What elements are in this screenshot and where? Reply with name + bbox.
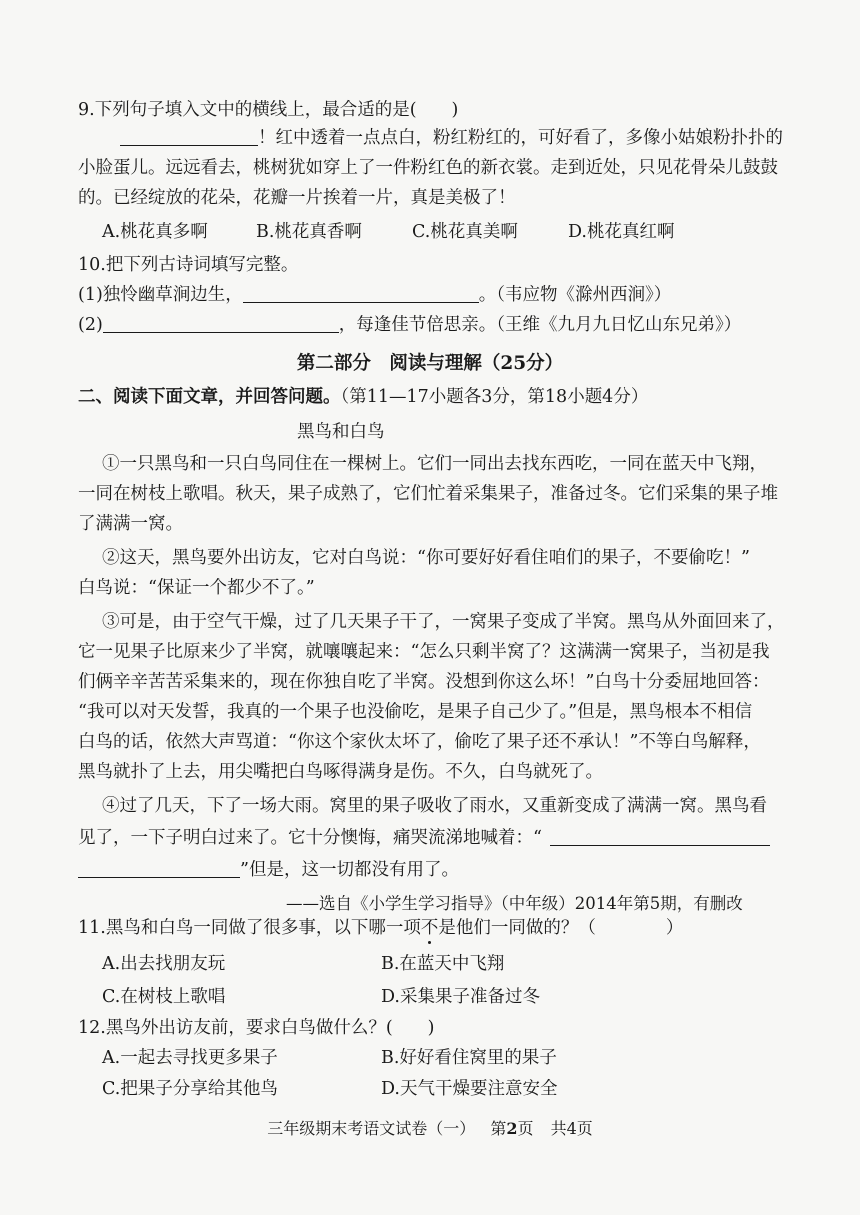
q9-paragraph-line-1 (120, 126, 860, 150)
q11-option-a[interactable]: A.出去找朋友玩 (102, 954, 226, 974)
section2-heading-main: 二、阅读下面文章，并回答问题。 (78, 387, 341, 407)
article-line: ③可是，由于空气干燥，过了几天果子干了，一窝果子变成了半窝。黑鸟从外面回来了， (102, 612, 785, 632)
section2-heading-note: （第11—17小题各3分，第18小题4分） (340, 387, 649, 407)
article-blank-part-2[interactable] (78, 859, 240, 878)
article-line: ④过了几天，下了一场大雨。窝里的果子吸收了雨水，又重新变成了满满一窝。黑鸟看 (102, 796, 767, 816)
q9-option-a[interactable]: A.桃花真多啊 (102, 222, 208, 242)
q11-option-d[interactable]: D.采集果子准备过冬 (381, 987, 540, 1007)
article-line-text: 见了，一下子明白过来了。它十分懊悔，痛哭流涕地喊着：“ (78, 828, 542, 848)
q11-stem-text: 11.黑鸟和白鸟一同做了很多事，以下哪一项 (78, 918, 421, 938)
q12-option-a[interactable]: A.一起去寻找更多果子 (102, 1048, 278, 1068)
q11-emphasis: 不 (420, 918, 439, 938)
q12-option-d[interactable]: D.天气干燥要注意安全 (381, 1079, 558, 1099)
article-blank-part-1[interactable] (550, 827, 770, 846)
q9-paragraph-line-3: 的。已经绽放的花朵，花瓣一片挨着一片，真是美极了！ (78, 188, 516, 208)
page-footer (0, 1118, 860, 1140)
q11-stem-tail: 是他们一同做的？（ ） (438, 918, 684, 938)
q9-paragraph-line-2: 小脸蛋儿。远远看去，桃树犹如穿上了一件粉红色的新衣裳。走到近处，只见花骨朵儿鼓鼓 (78, 158, 778, 178)
footer-page-number: 2 (506, 1119, 518, 1138)
q11-stem (78, 916, 860, 940)
article-line: 们俩辛辛苦苦采集来的，现在你独自吃了半窝。没想到你这么坏！”白鸟十分委屈地回答： (78, 672, 770, 692)
footer-exam-title: 三年级期末考语文试卷（一） (267, 1119, 476, 1138)
q10-item-1 (78, 283, 860, 307)
q12-option-b[interactable]: B.好好看住窝里的果子 (381, 1048, 557, 1068)
q9-paragraph-text: ！红中透着一点点白，粉红粉红的，可好看了，多像小姑娘粉扑扑的 (258, 128, 783, 148)
article-line: ①一只黑鸟和一只白鸟同住在一棵树上。它们一同出去找东西吃，一同在蓝天中飞翔， (102, 454, 767, 474)
footer-page-label: 第 (490, 1119, 507, 1138)
article-line: 一同在树枝上歌唱。秋天，果子成熟了，它们忙着采集果子，准备过冬。它们采集的果子堆 (78, 484, 778, 504)
q10-item-1-blank[interactable] (243, 284, 479, 303)
q9-blank[interactable] (120, 127, 258, 146)
article-line: 白鸟说：“保证一个都少不了。” (78, 578, 315, 598)
article-title: 黑鸟和白鸟 (297, 422, 385, 442)
article-line: ②这天，黑鸟要外出访友，它对白鸟说：“你可要好好看住咱们的果子，不要偷吃！” (102, 548, 750, 568)
article-line: 它一见果子比原来少了半窝，就嚷嚷起来：“怎么只剩半窝了？这满满一窝果子，当初是我 (78, 642, 770, 662)
q10-stem: 10.把下列古诗词填写完整。 (78, 255, 299, 275)
section2-heading (78, 385, 860, 409)
q10-item-2 (78, 313, 860, 337)
q11-option-c[interactable]: C.在树枝上歌唱 (102, 987, 226, 1007)
q10-item-2-label: (2) (78, 315, 103, 335)
q12-option-c[interactable]: C.把果子分享给其他鸟 (102, 1079, 278, 1099)
q10-item-2-blank[interactable] (103, 314, 339, 333)
q10-item-1-source: 。（韦应物《滁州西涧》） (478, 285, 672, 305)
article-line: 了满满一窝。 (78, 514, 183, 534)
article-line: 白鸟的话，依然大声骂道：“你这个家伙太坏了，偷吃了果子还不承认！”不等白鸟解释， (78, 732, 761, 752)
q10-item-2-source: ，每逢佳节倍思亲。（王维《九月九日忆山东兄弟》） (338, 315, 742, 335)
part2-title: 第二部分 阅读与理解（25分） (296, 353, 564, 374)
q9-option-b[interactable]: B.桃花真香啊 (256, 222, 362, 242)
footer-page-unit: 页 (517, 1119, 534, 1138)
article-source: ——选自《小学生学习指导》（中年级）2014年第5期，有删改 (286, 894, 743, 913)
q11-option-b[interactable]: B.在蓝天中飞翔 (381, 954, 505, 974)
article-last-line (78, 858, 860, 882)
article-line: “我可以对天发誓，我真的一个果子也没偷吃，是果子自己少了。”但是，黑鸟根本不相信 (78, 702, 753, 722)
q9-stem: 9.下列句子填入文中的横线上，最合适的是( ) (78, 100, 459, 120)
q12-stem: 12.黑鸟外出访友前，要求白鸟做什么？( ) (78, 1018, 435, 1038)
q10-item-1-text: (1)独怜幽草涧边生， (78, 285, 243, 305)
footer-total-pages: 共4页 (550, 1119, 593, 1138)
article-line: 黑鸟就扑了上去，用尖嘴把白鸟啄得满身是伤。不久，白鸟就死了。 (78, 762, 603, 782)
article-last-line-text: ”但是，这一切都没有用了。 (240, 860, 459, 880)
q9-option-c[interactable]: C.桃花真美啊 (412, 222, 518, 242)
article-line-with-blank (78, 826, 860, 850)
q9-option-d[interactable]: D.桃花真红啊 (568, 222, 675, 242)
